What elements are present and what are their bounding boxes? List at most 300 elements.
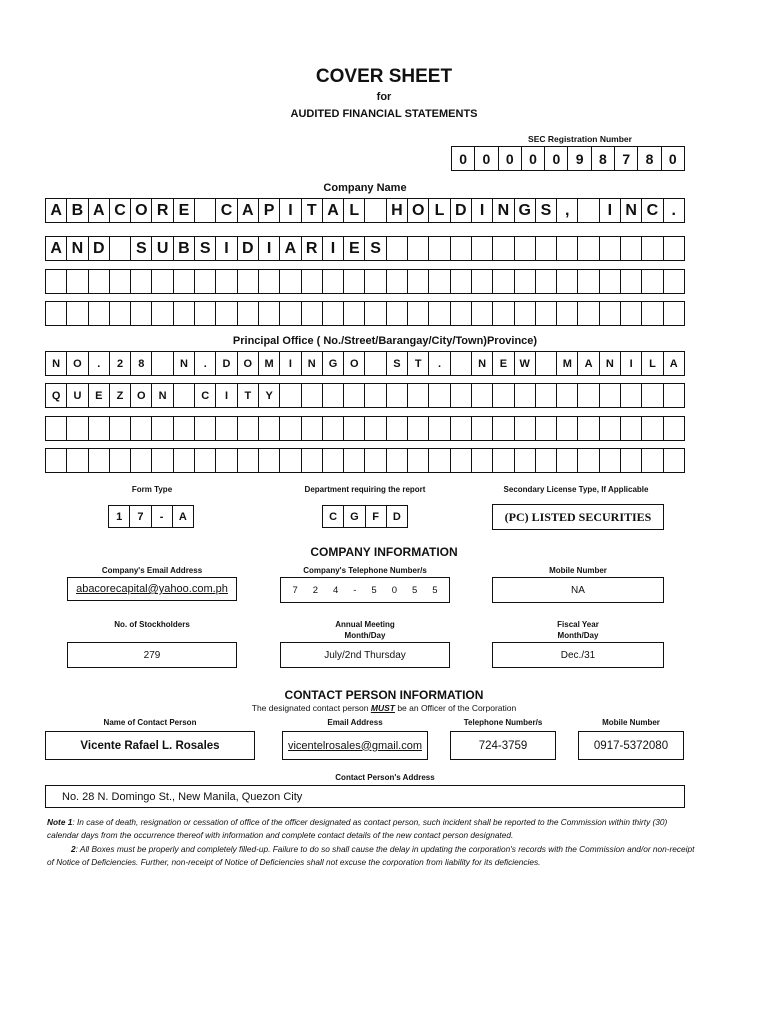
company-name-cell	[131, 302, 152, 325]
principal-office-cell	[152, 352, 173, 375]
contact-name-field: Vicente Rafael L. Rosales	[45, 731, 255, 760]
principal-office-cell	[344, 449, 365, 472]
company-email-label: Company's Email Address	[101, 566, 203, 575]
company-name-cell: A	[89, 199, 110, 222]
company-name-cell	[408, 270, 429, 293]
company-name-cell	[344, 302, 365, 325]
company-name-cell	[664, 302, 684, 325]
company-name-cell: R	[302, 237, 323, 260]
principal-office-cell	[536, 352, 557, 375]
principal-office-cell	[46, 449, 67, 472]
company-name-cell	[557, 237, 578, 260]
company-name-cell	[664, 237, 684, 260]
company-name-cell: I	[280, 199, 301, 222]
principal-office-cell	[429, 449, 450, 472]
company-name-cell: R	[152, 199, 173, 222]
company-name-cell: B	[174, 237, 195, 260]
company-name-cell	[365, 199, 386, 222]
principal-office-cell: 8	[131, 352, 152, 375]
stockholders-field: 279	[67, 642, 237, 668]
principal-office-cell	[451, 449, 472, 472]
department-cell: D	[392, 510, 401, 523]
principal-office-cell: O	[238, 352, 259, 375]
annual-meeting-label: Annual Meeting	[335, 620, 395, 629]
principal-office-row	[45, 383, 685, 408]
company-name-row	[45, 301, 685, 326]
company-name-cell	[578, 270, 599, 293]
company-name-cell	[578, 199, 599, 222]
company-name-cell: S	[195, 237, 216, 260]
principal-office-cell	[536, 449, 557, 472]
annual-meeting-sublabel: Month/Day	[344, 631, 386, 640]
principal-office-cell: M	[259, 352, 280, 375]
company-name-cell: C	[110, 199, 131, 222]
company-phone-digit: -	[353, 584, 357, 596]
company-phone-digit: 4	[333, 584, 339, 596]
sec-digit-cell: 9	[568, 147, 591, 170]
company-name-cell	[451, 237, 472, 260]
company-name-cell	[238, 302, 259, 325]
company-name-cell	[578, 237, 599, 260]
company-name-cell	[429, 237, 450, 260]
principal-office-cell	[472, 384, 493, 407]
principal-office-cell	[238, 417, 259, 440]
company-name-cell: S	[536, 199, 557, 222]
fiscal-year-label: Fiscal Year	[557, 620, 599, 629]
sec-digit-cell: 0	[499, 147, 522, 170]
annual-meeting-field: July/2nd Thursday	[280, 642, 450, 668]
principal-office-cell	[46, 417, 67, 440]
company-name-cell	[387, 302, 408, 325]
company-name-cell	[280, 302, 301, 325]
principal-office-cell	[408, 384, 429, 407]
principal-office-cell: .	[429, 352, 450, 375]
principal-office-cell	[152, 417, 173, 440]
principal-office-cell	[365, 352, 386, 375]
principal-office-cell: U	[67, 384, 88, 407]
company-name-cell	[408, 237, 429, 260]
company-name-cell	[46, 302, 67, 325]
principal-office-cell	[280, 417, 301, 440]
company-name-cell	[451, 302, 472, 325]
page-title-for: for	[376, 91, 392, 103]
principal-office-cell	[493, 384, 514, 407]
form-type-label: Form Type	[131, 485, 173, 494]
company-name-row	[45, 198, 685, 223]
company-name-cell	[110, 270, 131, 293]
principal-office-cell: A	[578, 352, 599, 375]
company-name-cell: N	[621, 199, 642, 222]
company-name-cell	[578, 302, 599, 325]
principal-office-cell	[557, 417, 578, 440]
principal-office-cell: N	[600, 352, 621, 375]
company-name-cell	[46, 270, 67, 293]
company-name-cell	[664, 270, 684, 293]
company-name-cell	[429, 270, 450, 293]
principal-office-cell	[131, 417, 152, 440]
company-name-cell	[131, 270, 152, 293]
form-type-cell: 7	[130, 506, 151, 527]
principal-office-cell	[472, 417, 493, 440]
company-name-cell: B	[67, 199, 88, 222]
company-name-cell	[344, 270, 365, 293]
company-phone-label: Company's Telephone Number/s	[303, 566, 427, 575]
contact-officer-note: The designated contact person MUST be an Officer of the Corporation	[251, 703, 517, 713]
company-name-cell: L	[429, 199, 450, 222]
sec-digit-cell: 0	[475, 147, 498, 170]
company-name-cell	[174, 302, 195, 325]
company-name-cell	[557, 302, 578, 325]
company-name-cell	[216, 302, 237, 325]
principal-office-cell	[664, 417, 684, 440]
contact-phone-label: Telephone Number/s	[463, 718, 543, 727]
principal-office-cell: D	[216, 352, 237, 375]
fiscal-year-sublabel: Month/Day	[557, 631, 599, 640]
company-name-row	[45, 236, 685, 261]
company-name-cell: G	[515, 199, 536, 222]
company-name-cell	[472, 270, 493, 293]
company-name-cell	[515, 270, 536, 293]
principal-office-cell	[600, 449, 621, 472]
company-name-cell	[600, 270, 621, 293]
company-name-cell	[67, 302, 88, 325]
company-phone-field	[280, 577, 450, 603]
company-name-cell: S	[365, 237, 386, 260]
principal-office-cell	[387, 449, 408, 472]
company-name-cell	[302, 302, 323, 325]
company-name-cell: T	[302, 199, 323, 222]
principal-office-cell: O	[131, 384, 152, 407]
principal-office-cell	[152, 449, 173, 472]
company-phone-digit: 5	[432, 584, 438, 596]
company-name-cell	[238, 270, 259, 293]
company-name-cell	[152, 302, 173, 325]
principal-office-cell	[536, 384, 557, 407]
sec-digit-cell: 8	[638, 147, 661, 170]
company-name-cell	[387, 237, 408, 260]
principal-office-cell	[89, 417, 110, 440]
principal-office-cell	[302, 449, 323, 472]
contact-heading: CONTACT PERSON INFORMATION	[284, 688, 484, 702]
principal-office-cell	[408, 417, 429, 440]
principal-office-cell	[429, 384, 450, 407]
company-name-cell	[365, 270, 386, 293]
company-phone-digit: 5	[371, 584, 377, 596]
company-name-cell: A	[238, 199, 259, 222]
principal-office-cell	[67, 449, 88, 472]
principal-office-cell	[557, 384, 578, 407]
principal-office-cell	[323, 449, 344, 472]
principal-office-cell: .	[89, 352, 110, 375]
form-type-cell: A	[178, 510, 187, 523]
principal-office-cell	[259, 417, 280, 440]
company-name-cell: L	[344, 199, 365, 222]
company-name-cell: I	[600, 199, 621, 222]
contact-email-label: Email Address	[327, 718, 383, 727]
principal-office-cell	[387, 384, 408, 407]
company-name-cell	[195, 270, 216, 293]
principal-office-cell	[67, 417, 88, 440]
principal-office-cell	[174, 417, 195, 440]
principal-office-cell	[131, 449, 152, 472]
company-name-cell	[365, 302, 386, 325]
company-name-cell	[621, 237, 642, 260]
company-name-cell: S	[131, 237, 152, 260]
principal-office-cell: M	[557, 352, 578, 375]
company-name-cell: U	[152, 237, 173, 260]
department-cell: F	[366, 506, 387, 527]
principal-office-cell: O	[67, 352, 88, 375]
principal-office-cell: O	[344, 352, 365, 375]
principal-office-cell	[174, 449, 195, 472]
company-name-cell: N	[493, 199, 514, 222]
company-name-cell: D	[238, 237, 259, 260]
principal-office-row	[45, 416, 685, 441]
principal-office-cell: N	[152, 384, 173, 407]
company-name-cell: ,	[557, 199, 578, 222]
company-name-cell: N	[67, 237, 88, 260]
principal-office-cell: T	[238, 384, 259, 407]
company-name-cell	[110, 302, 131, 325]
principal-office-cell	[408, 449, 429, 472]
company-info-heading: COMPANY INFORMATION	[310, 545, 458, 559]
principal-office-cell	[365, 384, 386, 407]
principal-office-cell	[216, 417, 237, 440]
principal-office-row	[45, 351, 685, 376]
principal-office-cell	[642, 417, 663, 440]
principal-office-cell	[600, 417, 621, 440]
company-name-cell	[472, 237, 493, 260]
contact-address-field: No. 28 N. Domingo St., New Manila, Quezon City	[45, 785, 685, 808]
company-name-cell	[493, 237, 514, 260]
company-name-cell: A	[323, 199, 344, 222]
principal-office-cell	[429, 417, 450, 440]
form-type-field	[108, 505, 194, 528]
sec-digit-cell: 0	[668, 150, 677, 167]
contact-address-label: Contact Person's Address	[335, 773, 435, 782]
company-mobile-field: NA	[492, 577, 664, 603]
company-name-cell	[302, 270, 323, 293]
company-name-cell: H	[387, 199, 408, 222]
company-name-cell	[195, 302, 216, 325]
company-name-cell: O	[408, 199, 429, 222]
principal-office-cell	[387, 417, 408, 440]
company-phone-digit: 2	[312, 584, 319, 596]
principal-office-cell	[302, 384, 323, 407]
company-name-cell	[89, 302, 110, 325]
company-name-cell	[493, 302, 514, 325]
company-name-cell: .	[671, 201, 676, 219]
company-name-cell	[216, 270, 237, 293]
principal-office-cell	[344, 384, 365, 407]
principal-office-cell	[451, 417, 472, 440]
company-name-cell	[451, 270, 472, 293]
principal-office-cell: E	[493, 352, 514, 375]
sec-digit-cell: 0	[545, 147, 568, 170]
principal-office-cell	[323, 384, 344, 407]
sec-digit-cell: 0	[452, 147, 475, 170]
company-name-cell	[195, 199, 216, 222]
principal-office-cell	[238, 449, 259, 472]
company-name-cell	[536, 302, 557, 325]
company-name-cell	[174, 270, 195, 293]
company-name-cell	[387, 270, 408, 293]
principal-office-cell	[216, 449, 237, 472]
principal-office-cell	[578, 417, 599, 440]
principal-office-cell	[493, 417, 514, 440]
principal-office-cell: A	[669, 357, 678, 370]
contact-phone-field: 724-3759	[450, 731, 556, 760]
principal-office-cell	[323, 417, 344, 440]
principal-office-row	[45, 448, 685, 473]
principal-office-cell	[578, 449, 599, 472]
fiscal-year-field: Dec./31	[492, 642, 664, 668]
principal-office-cell	[451, 352, 472, 375]
principal-office-cell: C	[195, 384, 216, 407]
company-name-cell: I	[216, 237, 237, 260]
sec-registration-label: SEC Registration Number	[528, 134, 632, 144]
principal-office-cell: N	[46, 352, 67, 375]
principal-office-cell: N	[302, 352, 323, 375]
company-name-cell: I	[259, 237, 280, 260]
company-name-cell	[515, 237, 536, 260]
company-name-cell	[408, 302, 429, 325]
company-name-cell: O	[131, 199, 152, 222]
principal-office-cell	[536, 417, 557, 440]
company-name-row	[45, 269, 685, 294]
company-mobile-label: Mobile Number	[549, 566, 607, 575]
principal-office-cell	[642, 449, 663, 472]
sec-registration-number	[451, 146, 685, 171]
company-name-cell	[110, 237, 131, 260]
principal-office-cell	[344, 417, 365, 440]
principal-office-cell	[365, 417, 386, 440]
company-name-cell	[493, 270, 514, 293]
company-name-cell	[280, 270, 301, 293]
sec-digit-cell: 7	[615, 147, 638, 170]
principal-office-cell: Z	[110, 384, 131, 407]
company-name-cell: P	[259, 199, 280, 222]
principal-office-cell	[621, 449, 642, 472]
note-1: Note 1: In case of death, resignation or cessation of office of the officer designated as contact person, such incident shall be reported to the Commission within thirty (30) calendar days from the occurrence thereof with information and complete contact details of the new contact person designated.	[47, 817, 668, 840]
principal-office-label: Principal Office ( No./Street/Barangay/City/Town)Province)	[232, 335, 538, 347]
company-email-field: abacorecapital@yahoo.com.ph	[67, 577, 237, 601]
form-type-cell: -	[152, 506, 173, 527]
company-name-cell: A	[46, 237, 67, 260]
principal-office-cell	[280, 384, 301, 407]
company-phone-digit: 5	[411, 584, 418, 596]
principal-office-cell: I	[280, 352, 301, 375]
company-name-cell	[429, 302, 450, 325]
company-name-cell	[642, 302, 663, 325]
principal-office-cell	[600, 384, 621, 407]
principal-office-cell: W	[515, 352, 536, 375]
secondary-license-label: Secondary License Type, If Applicable	[503, 485, 649, 494]
company-name-cell	[67, 270, 88, 293]
company-name-cell	[621, 270, 642, 293]
sec-digit-cell: 8	[592, 147, 615, 170]
company-name-cell	[536, 237, 557, 260]
company-name-label: Company Name	[323, 182, 407, 194]
principal-office-cell	[195, 417, 216, 440]
contact-mobile-field: 0917-5372080	[578, 731, 684, 760]
principal-office-cell: Q	[46, 384, 67, 407]
principal-office-cell	[642, 384, 663, 407]
company-name-cell	[536, 270, 557, 293]
principal-office-cell	[515, 384, 536, 407]
principal-office-cell	[621, 384, 642, 407]
principal-office-cell	[89, 449, 110, 472]
principal-office-cell: E	[89, 384, 110, 407]
company-name-cell	[152, 270, 173, 293]
company-name-cell: D	[89, 237, 110, 260]
contact-email-field: vicentelrosales@gmail.com	[282, 731, 428, 760]
principal-office-cell: 2	[110, 352, 131, 375]
company-name-cell	[621, 302, 642, 325]
principal-office-cell	[578, 384, 599, 407]
principal-office-cell: S	[387, 352, 408, 375]
company-name-cell: A	[280, 237, 301, 260]
company-name-cell	[472, 302, 493, 325]
company-name-cell	[600, 237, 621, 260]
principal-office-cell	[515, 449, 536, 472]
principal-office-cell	[493, 449, 514, 472]
company-name-cell: A	[46, 199, 67, 222]
company-name-cell	[323, 302, 344, 325]
company-name-cell: I	[472, 199, 493, 222]
principal-office-cell	[110, 449, 131, 472]
principal-office-cell	[664, 384, 684, 407]
company-name-cell	[323, 270, 344, 293]
company-name-cell: E	[344, 237, 365, 260]
company-name-cell	[600, 302, 621, 325]
principal-office-cell	[365, 449, 386, 472]
principal-office-cell: G	[323, 352, 344, 375]
company-name-cell	[259, 302, 280, 325]
company-phone-digit: 7	[292, 584, 298, 596]
company-name-cell	[557, 270, 578, 293]
company-name-cell	[259, 270, 280, 293]
form-type-cell: 1	[109, 506, 130, 527]
sec-digit-cell: 0	[522, 147, 545, 170]
contact-name-label: Name of Contact Person	[103, 718, 197, 727]
note-2: 2: All Boxes must be properly and completely filled-up. Failure to do so shall cause the delay in updating the corporation's records with the Commission and/or non-receipt of Notice of Deficiencies. Further, non-receipt of Notice of Deficiencies shall not excuse the corporation from liability for its deficiencies.	[47, 844, 695, 867]
company-name-cell	[89, 270, 110, 293]
principal-office-cell	[515, 417, 536, 440]
department-cell: G	[344, 506, 365, 527]
stockholders-label: No. of Stockholders	[114, 620, 190, 629]
secondary-license-field: (PC) LISTED SECURITIES	[492, 504, 664, 530]
principal-office-cell	[557, 449, 578, 472]
principal-office-cell: N	[472, 352, 493, 375]
company-name-cell	[642, 237, 663, 260]
company-name-cell	[642, 270, 663, 293]
principal-office-cell: I	[216, 384, 237, 407]
page-title: COVER SHEET	[315, 66, 453, 87]
department-field	[322, 505, 408, 528]
company-name-cell	[515, 302, 536, 325]
principal-office-cell	[110, 417, 131, 440]
company-name-cell: E	[174, 199, 195, 222]
company-name-cell: C	[642, 199, 663, 222]
principal-office-cell	[472, 449, 493, 472]
principal-office-cell: L	[642, 352, 663, 375]
company-name-cell: I	[323, 237, 344, 260]
principal-office-cell: Y	[259, 384, 280, 407]
principal-office-cell: I	[621, 352, 642, 375]
principal-office-cell	[664, 449, 684, 472]
principal-office-cell	[451, 384, 472, 407]
